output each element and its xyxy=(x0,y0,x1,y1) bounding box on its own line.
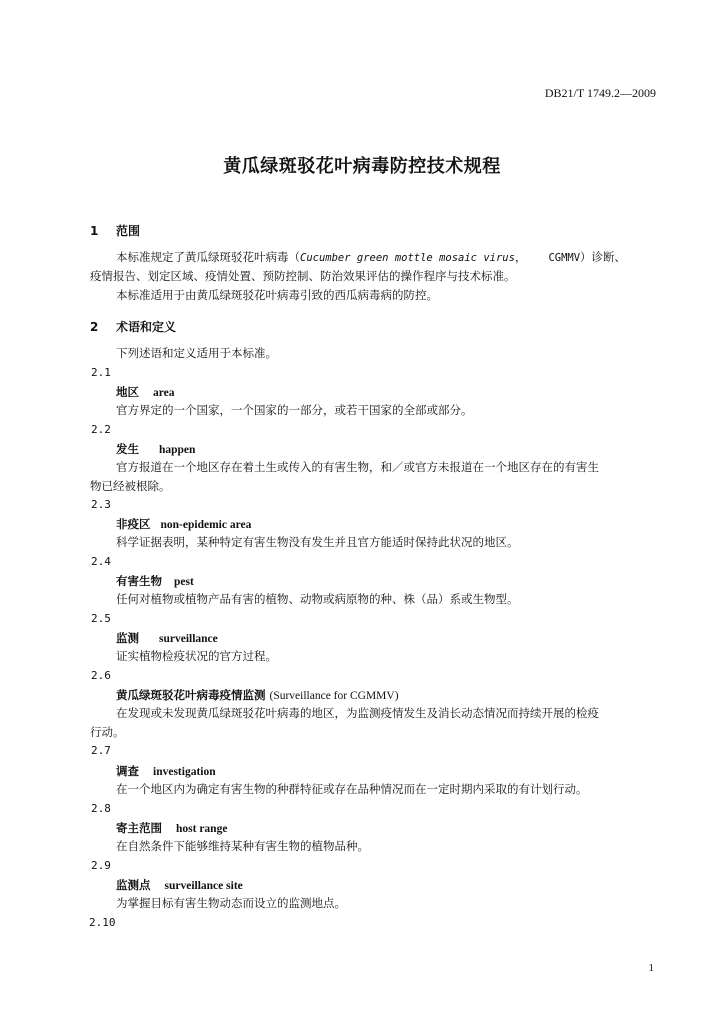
term-definition-cont: 行动。 xyxy=(90,725,125,739)
term-en: non-epidemic area xyxy=(160,519,252,531)
term-en: area xyxy=(153,387,175,399)
section-number: 1 xyxy=(90,224,99,238)
term-number: 2.8 xyxy=(91,802,111,815)
term-definition: 任何对植物或植物产品有害的植物、动物或病原物的种、株（品）系或生物型。 xyxy=(116,592,519,606)
term-heading xyxy=(116,516,251,532)
term-heading xyxy=(116,384,175,400)
section-1-heading xyxy=(90,222,140,239)
term-heading xyxy=(116,820,227,836)
scope-paragraph-2: 本标准适用于由黄瓜绿斑驳花叶病毒引致的西瓜病毒病的防控。 xyxy=(116,288,438,302)
scope-paragraph-1-line-2: 疫情报告、划定区域、疫情处置、预防控制、防治效果评估的操作程序与技术标准。 xyxy=(90,269,516,283)
document-code: DB21/T 1749.2—2009 xyxy=(544,86,656,100)
virus-latin-name: Cucumber green mottle mosaic virus xyxy=(300,252,515,264)
term-en: investigation xyxy=(153,766,216,778)
term-heading xyxy=(116,687,399,703)
term-number: 2.2 xyxy=(91,423,111,436)
term-definition: 官方报道在一个地区存在着土生或传入的有害生物，和／或官方未报道在一个地区存在的有害生 xyxy=(116,460,599,474)
term-definition-cont: 物已经被根除。 xyxy=(90,479,171,493)
term-number: 2.4 xyxy=(91,555,111,568)
term-number: 2.9 xyxy=(91,859,111,872)
scope-text: ， xyxy=(514,250,527,264)
term-heading xyxy=(116,763,216,779)
term-definition: 证实植物检疫状况的官方过程。 xyxy=(116,649,277,663)
term-en: host range xyxy=(176,823,228,835)
term-heading xyxy=(116,573,194,589)
term-en: surveillance site xyxy=(164,880,243,892)
term-zh: 发生 xyxy=(116,442,139,456)
term-definition: 在自然条件下能够维持某种有害生物的植物品种。 xyxy=(116,839,369,853)
term-number: 2.7 xyxy=(91,744,111,757)
term-number: 2.10 xyxy=(89,916,116,929)
term-zh: 寄主范围 xyxy=(116,821,162,835)
section-2-heading xyxy=(90,318,176,335)
term-en: surveillance xyxy=(159,633,218,645)
term-en: happen xyxy=(159,444,196,456)
scope-text: ）诊断、 xyxy=(580,250,627,264)
scope-paragraph-1 xyxy=(116,250,626,265)
page-number: 1 xyxy=(648,962,654,974)
term-en: pest xyxy=(174,576,194,588)
document-title: 黄瓜绿斑驳花叶病毒防控技术规程 xyxy=(223,156,501,177)
term-zh: 地区 xyxy=(116,385,139,399)
scope-text: 本标准规定了黄瓜绿斑驳花叶病毒（ xyxy=(116,250,300,264)
section-number: 2 xyxy=(90,320,99,334)
virus-abbreviation: CGMMV xyxy=(548,252,581,264)
term-definition: 在一个地区内为确定有害生物的种群特征或存在品种情况而在一定时期内采取的有计划行动。 xyxy=(116,782,588,796)
section-title: 范围 xyxy=(116,224,141,238)
term-number: 2.5 xyxy=(91,612,111,625)
term-en: (Surveillance for CGMMV) xyxy=(269,690,399,702)
term-zh: 监测点 xyxy=(116,878,151,892)
section-title: 术语和定义 xyxy=(116,320,177,334)
term-number: 2.6 xyxy=(91,669,111,682)
term-heading xyxy=(116,441,195,457)
term-definition: 在发现或未发现黄瓜绿斑驳花叶病毒的地区，为监测疫情发生及消长动态情况而持续开展的检疫 xyxy=(116,706,599,720)
terms-intro: 下列述语和定义适用于本标准。 xyxy=(116,346,277,360)
term-zh: 调查 xyxy=(116,764,139,778)
term-zh: 黄瓜绿斑驳花叶病毒疫情监测 xyxy=(116,688,266,702)
term-zh: 非疫区 xyxy=(116,517,151,531)
term-definition: 科学证据表明，某种特定有害生物没有发生并且官方能适时保持此状况的地区。 xyxy=(116,535,519,549)
term-zh: 有害生物 xyxy=(116,574,162,588)
term-heading xyxy=(116,877,243,893)
term-definition: 为掌握目标有害生物动态而设立的监测地点。 xyxy=(116,896,346,910)
term-number: 2.3 xyxy=(91,498,111,511)
term-number: 2.1 xyxy=(91,366,111,379)
term-heading xyxy=(116,630,218,646)
term-definition: 官方界定的一个国家，一个国家的一部分，或若干国家的全部或部分。 xyxy=(116,403,473,417)
term-zh: 监测 xyxy=(116,631,139,645)
